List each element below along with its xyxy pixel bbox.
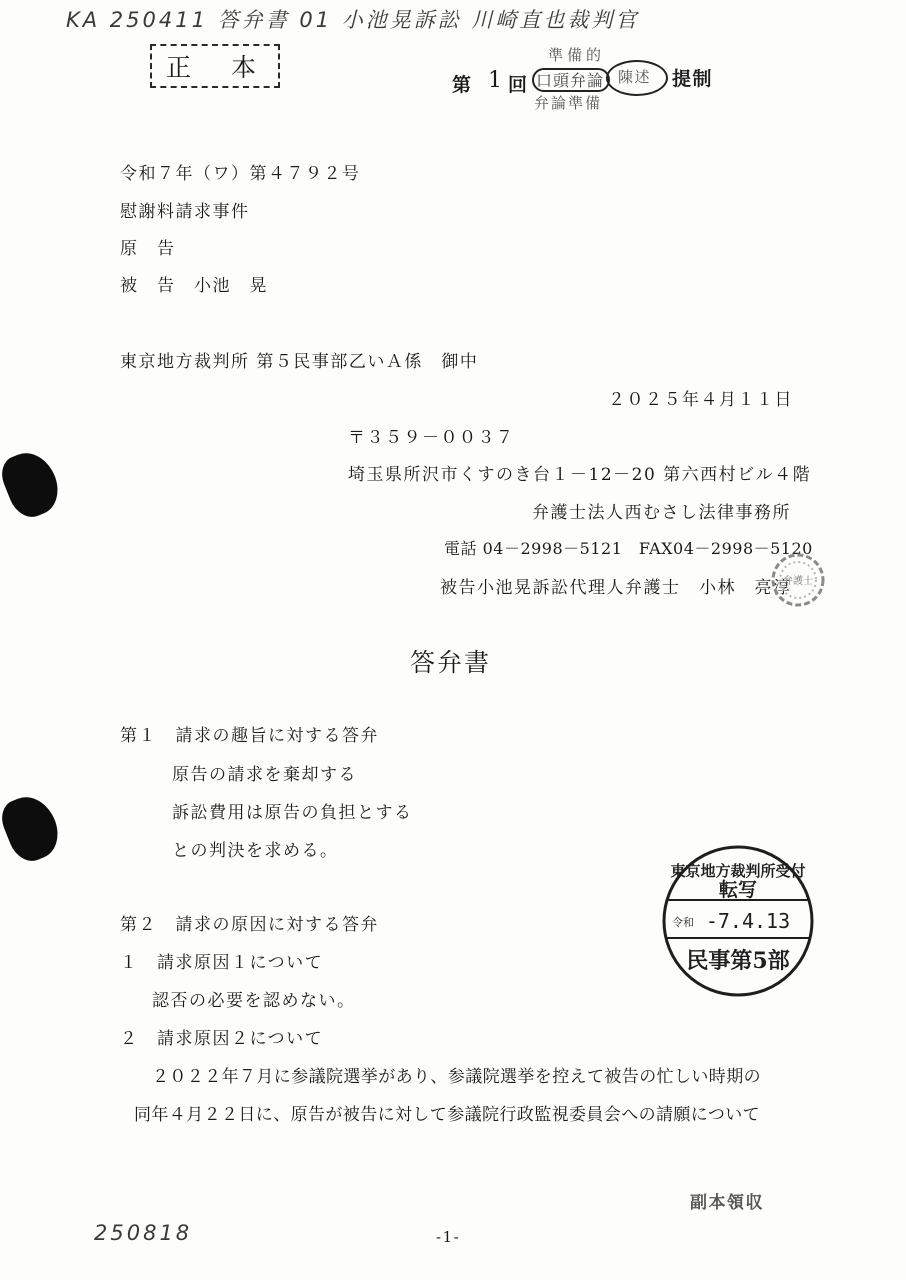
hearing-stamp-circled: 陳述 bbox=[618, 68, 652, 86]
sender-address: 埼玉県所沢市くすのき台１－12－20 第六西村ビル４階 bbox=[348, 465, 812, 485]
section2-item2-heading: ２ 請求原因２について bbox=[120, 1029, 324, 1049]
hearing-stamp-bottom: 弁論準備 bbox=[534, 94, 603, 112]
hearing-stamp-middle: 口頭弁論 bbox=[536, 71, 605, 90]
original-copy-stamp-text: 正 本 bbox=[166, 53, 272, 82]
court-receipt-stamp bbox=[652, 842, 824, 1000]
handwritten-annotation-bottom: 250818 bbox=[94, 1221, 193, 1245]
case-name: 慰謝料請求事件 bbox=[120, 202, 250, 222]
hearing-stamp-kai: 回 bbox=[508, 74, 529, 96]
filing-date: ２０２５年４月１１日 bbox=[608, 390, 793, 410]
section2-item1-heading: １ 請求原因１について bbox=[120, 953, 324, 973]
recipient: 東京地方裁判所 第５民事部乙いＡ係 御中 bbox=[120, 352, 479, 372]
section1-line: 訴訟費用は原告の負担とする bbox=[172, 803, 413, 823]
sender-contact: 電話 04－2998－5121 FAX04－2998－5120 bbox=[444, 539, 813, 558]
sender-attorney: 被告小池晃訴訟代理人弁護士 小林 亮淳 bbox=[440, 578, 792, 598]
hearing-stamp-submit: 提制 bbox=[672, 68, 714, 90]
section1-line: との判決を求める。 bbox=[172, 841, 339, 861]
hearing-stamp-strike bbox=[532, 68, 610, 92]
hearing-stamp-circle bbox=[606, 60, 668, 96]
receipt-stamp-date: -7.4.13 bbox=[705, 909, 791, 933]
section1-line: 原告の請求を棄却する bbox=[172, 765, 357, 785]
section2-item2-line: ２０２２年７月に参議院選挙があり、参議院選挙を控えて被告の忙しい時期の bbox=[152, 1067, 761, 1087]
hearing-stamp-number: 1 bbox=[488, 68, 504, 93]
section1-heading: 第１ 請求の趣旨に対する答弁 bbox=[120, 726, 379, 746]
sender-firm: 弁護士法人西むさし法律事務所 bbox=[532, 503, 791, 523]
handwritten-annotation-top: KA 250411 答弁書 01 小池晃訴訟 川崎直也裁判官 bbox=[66, 8, 640, 32]
defendant-label: 被 告 小池 晃 bbox=[120, 276, 268, 296]
page-number: -1- bbox=[436, 1228, 461, 1246]
lawyer-seal-text: 弁護士 bbox=[783, 576, 813, 587]
document-title: 答弁書 bbox=[410, 648, 492, 677]
sender-postal-code: 〒３５９－００３７ bbox=[348, 428, 515, 448]
lawyer-seal bbox=[768, 548, 828, 612]
hearing-stamp-dai: 第 bbox=[452, 74, 473, 96]
binding-mark bbox=[0, 445, 66, 523]
section2-item1-body: 認否の必要を認めない。 bbox=[152, 991, 356, 1011]
case-number: 令和７年（ワ）第４７９２号 bbox=[120, 164, 361, 184]
receipt-stamp-main: 転写 bbox=[718, 879, 758, 901]
section2-heading: 第２ 請求の原因に対する答弁 bbox=[120, 915, 379, 935]
plaintiff-label: 原 告 bbox=[120, 239, 176, 259]
receipt-stamp-dept: 民事第5部 bbox=[686, 948, 790, 974]
section2-item2-line: 同年４月２２日に、原告が被告に対して参議院行政監視委員会への請願について bbox=[134, 1105, 761, 1125]
binding-mark bbox=[0, 789, 66, 867]
hearing-stamp-top: 準備的 bbox=[548, 46, 606, 64]
receipt-stamp-era: 令和 bbox=[672, 916, 694, 929]
copy-received-stamp: 副本領収 bbox=[690, 1193, 764, 1213]
receipt-stamp-top: 東京地方裁判所受付 bbox=[670, 862, 806, 880]
